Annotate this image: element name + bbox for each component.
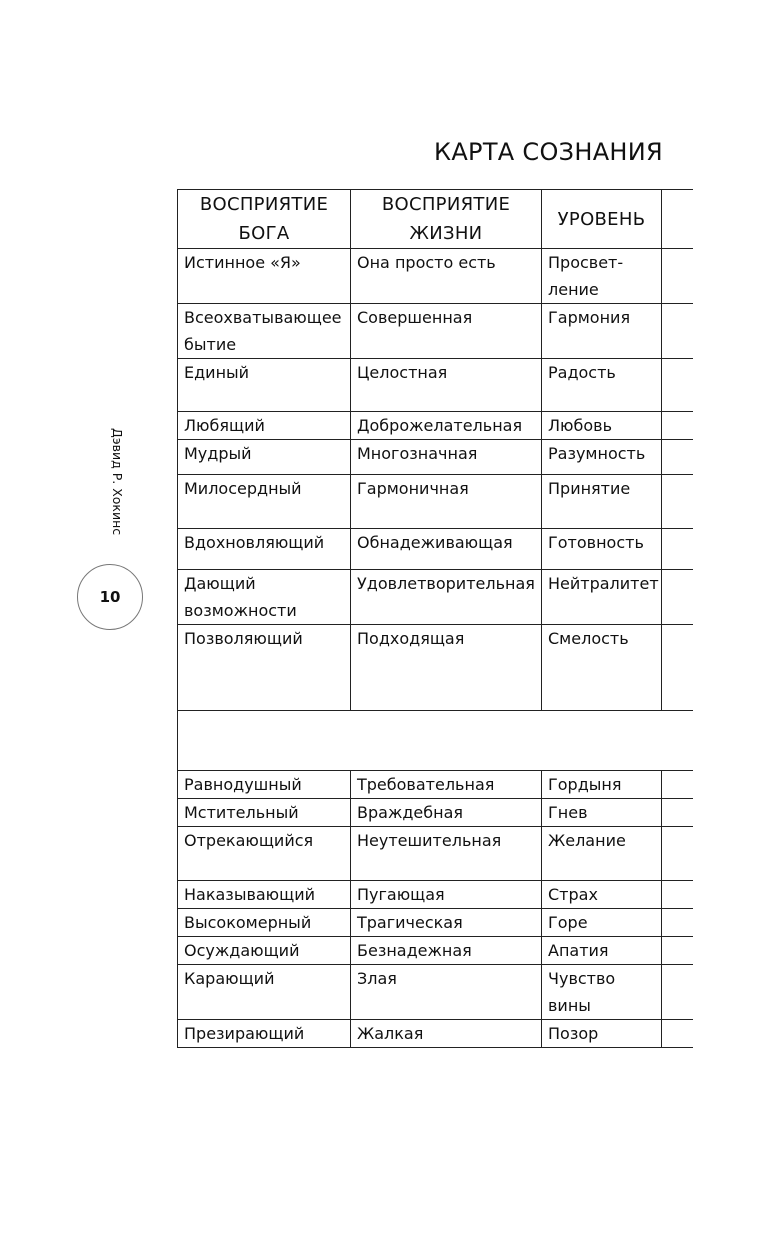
cell-life: Многозначная bbox=[351, 440, 542, 475]
table-row bbox=[178, 249, 693, 304]
table-row bbox=[178, 965, 693, 1020]
cell-level: Гордыня bbox=[542, 771, 662, 799]
cell-level: Позор bbox=[542, 1020, 662, 1048]
table-header-row bbox=[178, 190, 693, 249]
cell-god: Истинное «Я» bbox=[178, 249, 351, 304]
cell-cutoff bbox=[662, 625, 693, 711]
consciousness-map-table bbox=[177, 189, 693, 1048]
cell-level: Гармония bbox=[542, 304, 662, 359]
table-row bbox=[178, 359, 693, 412]
header-perception-of-god: ВОСПРИЯТИЕ БОГА bbox=[178, 190, 351, 249]
cell-cutoff bbox=[662, 771, 693, 799]
cell-level: Нейтралитет bbox=[542, 570, 662, 625]
cell-life: Целостная bbox=[351, 359, 542, 412]
cell-life: Подходящая bbox=[351, 625, 542, 711]
cell-life: Пугающая bbox=[351, 881, 542, 909]
cell-level: Смелость bbox=[542, 625, 662, 711]
cell-level: Любовь bbox=[542, 412, 662, 440]
cell-cutoff bbox=[662, 529, 693, 570]
table-row bbox=[178, 799, 693, 827]
cell-level: Желание bbox=[542, 827, 662, 881]
cell-life: Обнадеживающая bbox=[351, 529, 542, 570]
page-title: КАРТА СОЗНАНИЯ bbox=[433, 138, 663, 166]
cell-god: Дающий возможности bbox=[178, 570, 351, 625]
cell-cutoff bbox=[662, 827, 693, 881]
cell-life: Доброжелательная bbox=[351, 412, 542, 440]
page-number: 10 bbox=[77, 564, 143, 630]
cell-level: Страх bbox=[542, 881, 662, 909]
cell-level: Просвет-ление bbox=[542, 249, 662, 304]
table-row bbox=[178, 570, 693, 625]
cell-cutoff bbox=[662, 412, 693, 440]
cell-life: Неутешительная bbox=[351, 827, 542, 881]
cell-cutoff bbox=[662, 909, 693, 937]
cell-god: Карающий bbox=[178, 965, 351, 1020]
cell-life: Враждебная bbox=[351, 799, 542, 827]
cell-cutoff bbox=[662, 440, 693, 475]
cell-god: Единый bbox=[178, 359, 351, 412]
table-row bbox=[178, 304, 693, 359]
cell-life: Требовательная bbox=[351, 771, 542, 799]
running-head-author: Дэвид Р. Хокинс bbox=[110, 428, 125, 536]
cell-cutoff bbox=[662, 1020, 693, 1048]
cell-level: Апатия bbox=[542, 937, 662, 965]
table-row bbox=[178, 412, 693, 440]
cell-god: Любящий bbox=[178, 412, 351, 440]
cell-god: Позволяющий bbox=[178, 625, 351, 711]
cell-cutoff bbox=[662, 881, 693, 909]
cell-cutoff bbox=[662, 249, 693, 304]
cell-god: Высокомерный bbox=[178, 909, 351, 937]
cell-god: Вдохновляющий bbox=[178, 529, 351, 570]
cell-cutoff bbox=[662, 359, 693, 412]
cell-cutoff bbox=[662, 965, 693, 1020]
cell-life: Совершенная bbox=[351, 304, 542, 359]
table-row bbox=[178, 475, 693, 529]
table-row bbox=[178, 529, 693, 570]
table-row-separator bbox=[178, 711, 693, 771]
cell-god: Осуждающий bbox=[178, 937, 351, 965]
header-level: УРОВЕНЬ bbox=[542, 190, 662, 249]
table-row bbox=[178, 827, 693, 881]
header-perception-of-life: ВОСПРИЯТИЕ ЖИЗНИ bbox=[351, 190, 542, 249]
header-cutoff-column bbox=[662, 190, 693, 249]
cell-god: Равнодушный bbox=[178, 771, 351, 799]
cell-cutoff bbox=[662, 799, 693, 827]
cell-level: Разумность bbox=[542, 440, 662, 475]
cell-level: Чувство вины bbox=[542, 965, 662, 1020]
cell-life: Гармоничная bbox=[351, 475, 542, 529]
cell-level: Гнев bbox=[542, 799, 662, 827]
table-row bbox=[178, 1020, 693, 1048]
cell-life: Безнадежная bbox=[351, 937, 542, 965]
cell-level: Горе bbox=[542, 909, 662, 937]
cell-level: Принятие bbox=[542, 475, 662, 529]
empty-separator-cell bbox=[178, 711, 693, 771]
cell-god: Всеохватывающее бытие bbox=[178, 304, 351, 359]
cell-cutoff bbox=[662, 304, 693, 359]
cell-life: Трагическая bbox=[351, 909, 542, 937]
cell-level: Радость bbox=[542, 359, 662, 412]
cell-cutoff bbox=[662, 475, 693, 529]
table-row bbox=[178, 440, 693, 475]
table-row bbox=[178, 881, 693, 909]
cell-god: Отрекающийся bbox=[178, 827, 351, 881]
table-row bbox=[178, 625, 693, 711]
cell-god: Милосердный bbox=[178, 475, 351, 529]
table-row bbox=[178, 909, 693, 937]
cell-god: Наказывающий bbox=[178, 881, 351, 909]
cell-life: Она просто есть bbox=[351, 249, 542, 304]
table-row bbox=[178, 771, 693, 799]
cell-life: Злая bbox=[351, 965, 542, 1020]
cell-cutoff bbox=[662, 937, 693, 965]
cell-god: Презирающий bbox=[178, 1020, 351, 1048]
cell-life: Жалкая bbox=[351, 1020, 542, 1048]
cell-level: Готовность bbox=[542, 529, 662, 570]
cell-life: Удовлетворительная bbox=[351, 570, 542, 625]
table-row bbox=[178, 937, 693, 965]
cell-god: Мудрый bbox=[178, 440, 351, 475]
cell-cutoff bbox=[662, 570, 693, 625]
cell-god: Мстительный bbox=[178, 799, 351, 827]
